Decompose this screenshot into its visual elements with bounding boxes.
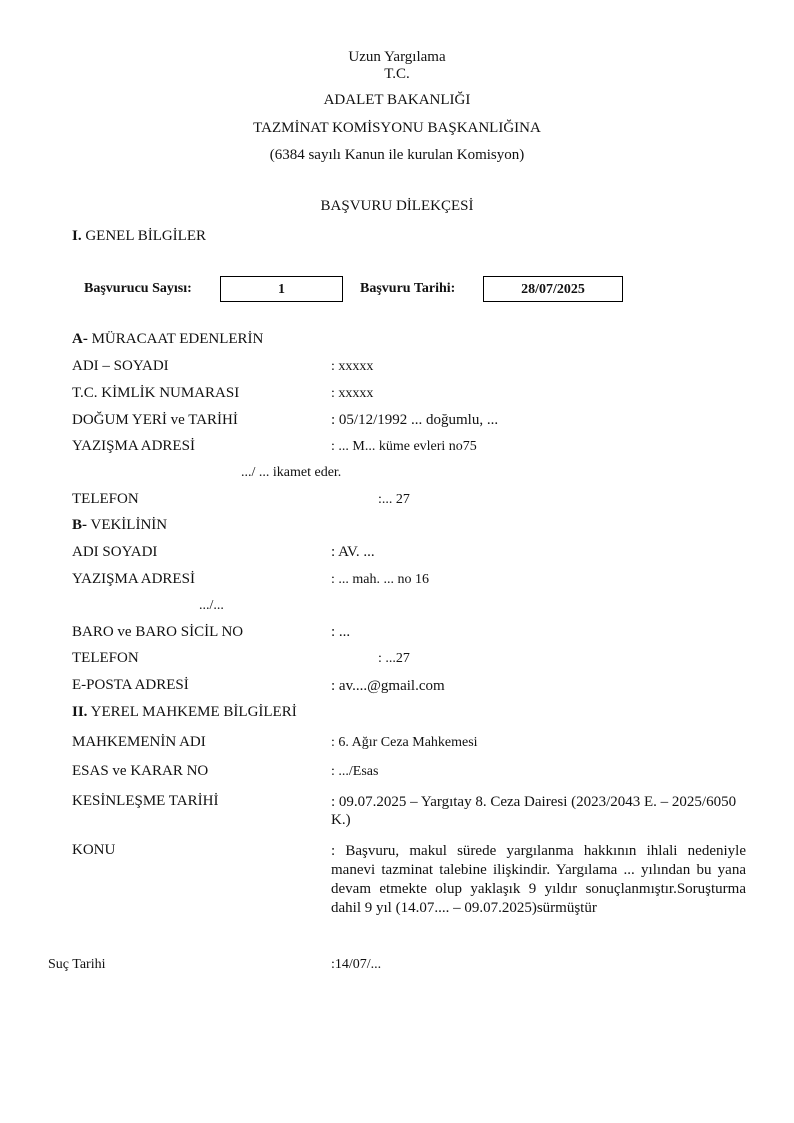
applicant-name-value: : xxxxx bbox=[331, 359, 374, 374]
applicant-address-value: : ... M... küme evleri no75 bbox=[331, 439, 477, 454]
document-title: BAŞVURU DİLEKÇESİ bbox=[320, 198, 474, 214]
subject-value: : Başvuru, makul sürede yargılanma hakkının ihlali nedeniyle manevi tazminat talebine ilişkindir. Yargılama ... yılından bu yana devam etmekte olup yaklaşık 9 yıldır sonuçlanmıştır.Soruşturma dahil 9 yıl (14.07.... – 09.07.2025)sürmüştür bbox=[331, 843, 746, 916]
applicants-letter: A- bbox=[72, 331, 88, 347]
attorney-heading bbox=[72, 516, 167, 534]
applicant-address-label: YAZIŞMA ADRESİ bbox=[72, 438, 195, 454]
applicant-tc-value: : xxxxx bbox=[331, 386, 374, 401]
attorney-name-value: : AV. ... bbox=[331, 544, 375, 560]
attorney-address-label: YAZIŞMA ADRESİ bbox=[72, 571, 195, 587]
attorney-heading-text: VEKİLİNİN bbox=[90, 517, 168, 533]
case-number-label: ESAS ve KARAR NO bbox=[72, 763, 209, 779]
section-2-label: YEREL MAHKEME BİLGİLERİ bbox=[90, 704, 297, 720]
applicants-heading-text: MÜRACAAT EDENLERİN bbox=[91, 331, 264, 347]
applicant-count-label: Başvurucu Sayısı: bbox=[84, 281, 192, 296]
court-name-label: MAHKEMENİN ADI bbox=[72, 734, 206, 750]
attorney-address-continued: .../... bbox=[199, 598, 224, 613]
applicant-name-label: ADI – SOYADI bbox=[72, 358, 169, 374]
case-number-value: : .../Esas bbox=[331, 764, 379, 779]
attorney-address-value: : ... mah. ... no 16 bbox=[331, 572, 429, 587]
section-1-heading bbox=[72, 227, 206, 245]
attorney-bar-label: BARO ve BARO SİCİL NO bbox=[72, 624, 244, 640]
header-line-1: Uzun Yargılama bbox=[348, 49, 446, 65]
applicant-birth-label: DOĞUM YERİ ve TARİHİ bbox=[72, 412, 238, 428]
court-name-value: : 6. Ağır Ceza Mahkemesi bbox=[331, 735, 478, 750]
header-line-2: T.C. bbox=[384, 66, 410, 82]
section-2-heading bbox=[72, 703, 297, 721]
application-date-box: 28/07/2025 bbox=[483, 276, 623, 302]
applicant-tc-label: T.C. KİMLİK NUMARASI bbox=[72, 385, 240, 401]
attorney-name-label: ADI SOYADI bbox=[72, 544, 158, 560]
finalization-date-value: : 09.07.2025 – Yargıtay 8. Ceza Dairesi (2023/2043 E. – 2025/6050 K.) bbox=[331, 794, 737, 828]
header-ministry: ADALET BAKANLIĞI bbox=[323, 92, 471, 108]
attorney-email-value: : av....@gmail.com bbox=[331, 678, 445, 694]
finalization-date-label: KESİNLEŞME TARİHİ bbox=[72, 793, 219, 809]
attorney-bar-value: : ... bbox=[331, 624, 351, 640]
applicant-address-continued: .../ ... ikamet eder. bbox=[241, 465, 342, 480]
applicant-phone-value: :... 27 bbox=[378, 492, 410, 507]
section-1-number: I. bbox=[72, 228, 82, 244]
applicant-phone-label: TELEFON bbox=[72, 491, 139, 507]
header-commission: TAZMİNAT KOMİSYONU BAŞKANLIĞINA bbox=[253, 120, 541, 136]
crime-date-value: :14/07/... bbox=[331, 957, 382, 972]
application-date-label: Başvuru Tarihi: bbox=[360, 281, 456, 296]
subject-label: KONU bbox=[72, 842, 116, 858]
attorney-phone-value: : ...27 bbox=[378, 651, 410, 666]
header-law-note: (6384 sayılı Kanun ile kurulan Komisyon) bbox=[269, 147, 525, 163]
crime-date-label: Suç Tarihi bbox=[48, 957, 106, 972]
attorney-email-label: E-POSTA ADRESİ bbox=[72, 677, 189, 693]
applicant-count-box: 1 bbox=[220, 276, 343, 302]
applicants-heading bbox=[72, 330, 263, 348]
section-1-label: GENEL BİLGİLER bbox=[85, 228, 207, 244]
attorney-phone-label: TELEFON bbox=[72, 650, 139, 666]
section-2-number: II. bbox=[72, 704, 88, 720]
attorney-letter: B- bbox=[72, 517, 87, 533]
applicant-birth-value: : 05/12/1992 ... doğumlu, ... bbox=[331, 412, 499, 428]
